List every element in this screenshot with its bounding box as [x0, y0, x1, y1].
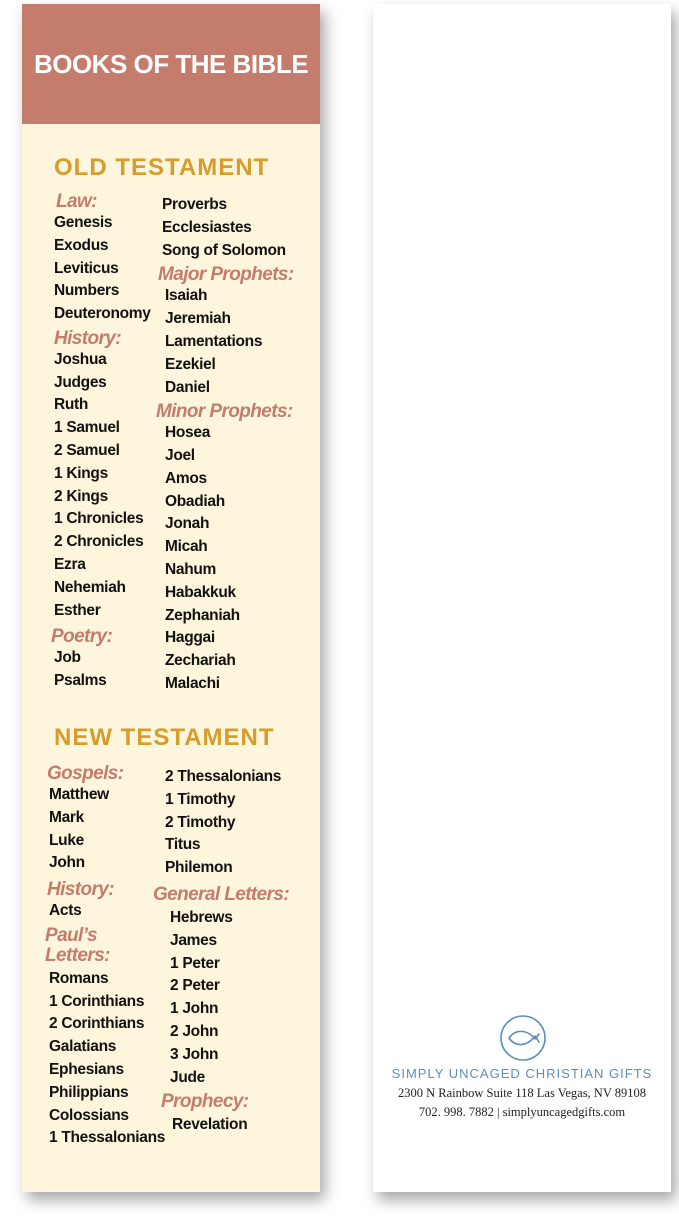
nt-prophecy-list: [172, 1114, 289, 1137]
book-item: 1 Peter: [170, 954, 220, 972]
book-item: Hebrews: [170, 908, 233, 926]
ot-major-prophets-list: [165, 285, 294, 399]
book-item: Song of Solomon: [162, 241, 286, 259]
ichthys-fish-icon: [499, 1014, 547, 1062]
bookmark-front: [22, 4, 320, 1192]
book-item: 2 Kings: [54, 487, 108, 505]
book-item: 3 John: [170, 1045, 219, 1063]
book-item: Ezekiel: [165, 355, 216, 373]
book-item: Esther: [54, 601, 101, 619]
book-item: Ecclesiastes: [162, 218, 252, 236]
book-item: Daniel: [165, 378, 210, 396]
book-item: Luke: [49, 831, 84, 849]
book-item: Psalms: [54, 672, 107, 690]
book-item: 2 Thessalonians: [165, 768, 282, 785]
nt-history-list: [49, 900, 165, 923]
book-item: Nahum: [165, 561, 217, 579]
book-item: 1 John: [170, 1000, 219, 1018]
book-item: Mark: [49, 808, 84, 826]
book-item: 1 Thessalonians: [49, 1129, 166, 1147]
book-item: Matthew: [49, 785, 109, 803]
book-item: Job: [54, 649, 81, 667]
book-item: Philemon: [165, 859, 233, 877]
book-item: Proverbs: [162, 196, 227, 213]
book-item: 1 Samuel: [54, 419, 120, 437]
nt-history-label: History:: [47, 879, 114, 901]
bookmark-title: BOOKS OF THE BIBLE: [33, 48, 309, 79]
book-item: Zephaniah: [165, 606, 240, 624]
nt-left-column: [45, 763, 166, 1150]
ot-poetry-list-a: [54, 647, 151, 693]
book-item: 2 Chronicles: [54, 533, 144, 551]
book-item: Numbers: [54, 282, 120, 300]
nt-pauls-letters-list-b: [165, 766, 289, 880]
book-item: Zechariah: [165, 652, 236, 670]
book-item: 2 Timothy: [165, 813, 236, 831]
book-item: Colossians: [49, 1106, 129, 1124]
nt-gospels-label: Gospels:: [47, 763, 124, 784]
book-item: Galatians: [49, 1038, 117, 1056]
book-item: Joel: [165, 447, 195, 465]
book-item: Jeremiah: [165, 310, 231, 328]
nt-gospels-list: [49, 784, 165, 875]
ot-minor-prophets-label: Minor Prophets:: [156, 401, 293, 423]
book-item: Malachi: [165, 675, 220, 693]
company-name: SIMPLY UNCAGED CHRISTIAN GIFTS: [391, 1066, 653, 1081]
book-item: Joshua: [54, 350, 107, 368]
book-item: Ephesians: [49, 1060, 124, 1078]
ot-history-label: History:: [54, 327, 121, 349]
company-address: 2300 N Rainbow Suite 118 Las Vegas, NV 89108: [397, 1086, 647, 1100]
book-item: Titus: [165, 836, 201, 854]
book-item: Ezra: [54, 556, 86, 574]
book-item: 1 Kings: [54, 464, 108, 482]
book-item: Habakkuk: [165, 583, 236, 601]
ot-minor-prophets-list: [165, 422, 294, 696]
book-item: Revelation: [172, 1116, 248, 1134]
nt-general-letters-list: [170, 907, 289, 1089]
new-testament-heading: NEW TESTAMENT: [54, 724, 275, 751]
nt-general-letters-label: General Letters:: [153, 883, 290, 905]
book-item: 1 Chronicles: [54, 510, 144, 528]
book-item: Hosea: [165, 424, 211, 442]
book-item: Obadiah: [165, 492, 225, 510]
book-item: Romans: [49, 969, 109, 987]
book-item: Genesis: [54, 213, 113, 231]
book-item: Leviticus: [54, 259, 119, 277]
book-item: Nehemiah: [54, 578, 126, 596]
book-item: Micah: [165, 538, 208, 556]
book-item: Deuteronomy: [54, 305, 151, 323]
book-item: Acts: [49, 902, 82, 920]
book-item: 2 Corinthians: [49, 1015, 145, 1033]
book-item: Haggai: [165, 629, 215, 647]
ot-law-label: Law:: [56, 191, 97, 212]
ot-poetry-list-b: [162, 194, 294, 262]
nt-right-column: [153, 766, 290, 1137]
book-item: 2 Peter: [170, 977, 220, 995]
nt-prophecy-label: Prophecy:: [161, 1091, 249, 1113]
book-item: Jude: [170, 1068, 205, 1086]
ot-history-list: [54, 349, 151, 623]
book-item: James: [170, 931, 217, 949]
ot-poetry-label: Poetry:: [51, 626, 113, 648]
book-item: Judges: [54, 373, 107, 391]
old-testament-heading: OLD TESTAMENT: [54, 154, 270, 181]
book-item: 2 Samuel: [54, 442, 120, 460]
book-item: Ruth: [54, 396, 89, 414]
book-item: 1 Timothy: [165, 790, 236, 808]
book-item: Philippians: [49, 1083, 129, 1101]
ot-left-column: [51, 191, 151, 693]
book-item: Amos: [165, 469, 207, 487]
bookmark-back: [373, 4, 671, 1192]
ot-major-prophets-label: Major Prophets:: [158, 264, 294, 286]
book-item: Lamentations: [165, 332, 263, 350]
book-item: 1 Corinthians: [49, 992, 145, 1010]
book-item: Isaiah: [165, 287, 208, 305]
bookmark-header: [22, 4, 320, 124]
book-item: Exodus: [54, 236, 109, 254]
nt-pauls-letters-label: Paul’s Letters:: [45, 924, 110, 966]
book-item: John: [49, 854, 85, 872]
ot-law-list: [54, 212, 151, 326]
ot-right-column: [156, 194, 294, 696]
nt-pauls-letters-list-a: [49, 968, 165, 1150]
book-item: 2 John: [170, 1022, 219, 1040]
company-contact: 702. 998. 7882 | simplyuncagedgifts.com: [418, 1105, 626, 1119]
book-item: Jonah: [165, 515, 210, 533]
